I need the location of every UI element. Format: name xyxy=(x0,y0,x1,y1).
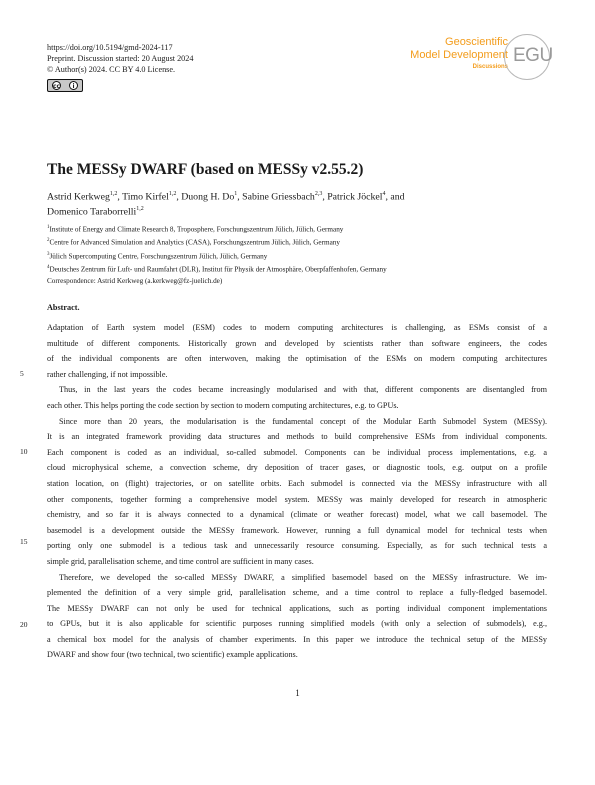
text-line: cloud microphysical scheme, a convection scheme, dry deposition of tracer gases, or diagnostic tools, e.g. output on a profile xyxy=(47,463,547,473)
journal-name-line1: Geoscientific xyxy=(445,36,508,48)
text-line: The MESSy DWARF can not only be used for technical applications, such as porting individual component implementations xyxy=(47,603,547,613)
text-line: Each component is coded as an individual, so-called submodel. Components can be individual process implementations, e.g. a xyxy=(47,447,547,457)
text-line: It is an integrated framework providing data structures and methods to build comprehensive ESMs from individual components. xyxy=(47,432,547,442)
text-line: porting only one submodel is a tedious task and unnecessarily resource consuming. Especially, as for such technical tests a xyxy=(47,541,547,551)
text-line: Therefore, we developed the so-called MESSy DWARF, a simplified basemodel based on the MESSy infrastructure. We im- xyxy=(59,572,547,582)
affiliation-2: $^2$Centre for Advanced Simulation and Analytics (CASA), Forschungszentrum Jülich, Jülich, Germany xyxy=(47,238,340,247)
by-icon: i xyxy=(69,81,78,90)
text-line: other components, together forming a comprehensive model system. MESSy was mainly developed for research in atmospheric xyxy=(47,494,547,504)
cc-by-license-badge[interactable] xyxy=(47,79,83,92)
affiliations xyxy=(47,222,557,287)
text-line: to GPUs, but it is also applicable for scientific purposes running simplified models (with only a selection of submodels), e.g., xyxy=(47,619,547,629)
text-line: Adaptation of Earth system model (ESM) codes to modern computing architectures is challenging, as ESMs consist of a xyxy=(47,323,547,332)
text-line: of the individual components are often interwoven, making the optimisation of the ESMs on modern computing architectures xyxy=(47,354,547,364)
abstract-paragraph xyxy=(47,382,547,413)
article-header xyxy=(47,42,193,75)
text-line: Thus, in the last years the codes became increasingly modularised and with that, different components are disentangled from xyxy=(59,385,547,395)
page-number: 1 xyxy=(295,688,300,698)
correspondence: Correspondence: Astrid Kerkweg (a.kerkweg@fz-juelich.de) xyxy=(47,276,223,285)
text-line: Since more than 20 years, the modularisation is the fundamental concept of the Modular Earth Submodel System (MESSy). xyxy=(59,416,547,426)
text-line: basemodel is a development outside the MESSy framework. However, running a full dynamical model for technical tests when xyxy=(47,525,547,535)
abstract-paragraph xyxy=(47,570,547,664)
text-line: DWARF and show four (two technical, two scientific) example applications. xyxy=(47,650,298,660)
abstract-heading: Abstract. xyxy=(47,303,80,312)
journal-logo xyxy=(380,36,508,72)
doi-link[interactable]: https://doi.org/10.5194/gmd-2024-117 xyxy=(47,43,173,52)
abstract-body xyxy=(47,320,547,663)
line-number: 10 xyxy=(20,447,28,456)
abstract-paragraph xyxy=(47,320,547,382)
text-line: each other. This helps porting the code section by section to modern computing architectures, e.g. to GPUs. xyxy=(47,400,399,410)
author-list xyxy=(47,188,547,219)
cc-icon: cc xyxy=(53,83,61,90)
journal-discussions-label: Discussions xyxy=(472,64,508,70)
text-line: plemented the definition of a very simple grid, parallelisation scheme, and a time control to replace a fully-fledged basemodel. xyxy=(47,588,547,598)
text-line: a chemical box model for the analysis of chamber experiments. In this paper we introduce the technical setup of the MESSy xyxy=(47,634,547,644)
line-number: 15 xyxy=(20,537,28,546)
text-line: rather challenging, if not impossible. xyxy=(47,369,168,379)
copyright-notice: © Author(s) 2024. CC BY 4.0 License. xyxy=(47,65,176,74)
line-number: 5 xyxy=(20,369,24,378)
text-line: chemistry, and so far it is always connected to a dynamical (climate or weather forecast) model, what we call basemodel. The xyxy=(47,510,547,520)
author-line-1: Astrid Kerkweg$^{1,2}$, Timo Kirfel$^{1,2}$, Duong H. Do$^1$, Sabine Griessbach$^{2,3}$, Patrick Jöckel$^4$, and xyxy=(47,191,405,203)
text-line: multitude of different components. Historically grown and developed by scientists rather than software engineers, the codes xyxy=(47,338,547,348)
journal-name-line2: Model Development xyxy=(410,49,508,61)
affiliation-1: $^1$Institute of Energy and Climate Research 8, Troposphere, Forschungszentrum Jülich, Jülich, Germany xyxy=(47,225,344,234)
abstract-paragraph xyxy=(47,414,547,570)
text-line: station location, on (flight) trajectories, or on satellite orbits. Each submodel is connected via the MESSy infrastructure with all xyxy=(47,478,547,488)
egu-logo-icon: EGU xyxy=(504,34,550,80)
affiliation-3: $^3$Jülich Supercomputing Centre, Forschungszentrum Jülich, Jülich, Germany xyxy=(47,251,268,261)
paper-title: The MESSy DWARF (based on MESSy v2.55.2) xyxy=(47,161,364,178)
preprint-date: Preprint. Discussion started: 20 August 2024 xyxy=(47,54,194,63)
affiliation-4: $^4$Deutsches Zentrum für Luft- und Raumfahrt (DLR), Institut für Physik der Atmosphäre, Oberpfaffenhofen, Germany xyxy=(47,265,387,274)
author-line-2: Domenico Taraborrelli$^{1,2}$ xyxy=(47,206,144,218)
line-number: 20 xyxy=(20,620,28,629)
text-line: simple grid, parallelisation scheme, and time control are sufficient in many cases. xyxy=(47,556,314,566)
